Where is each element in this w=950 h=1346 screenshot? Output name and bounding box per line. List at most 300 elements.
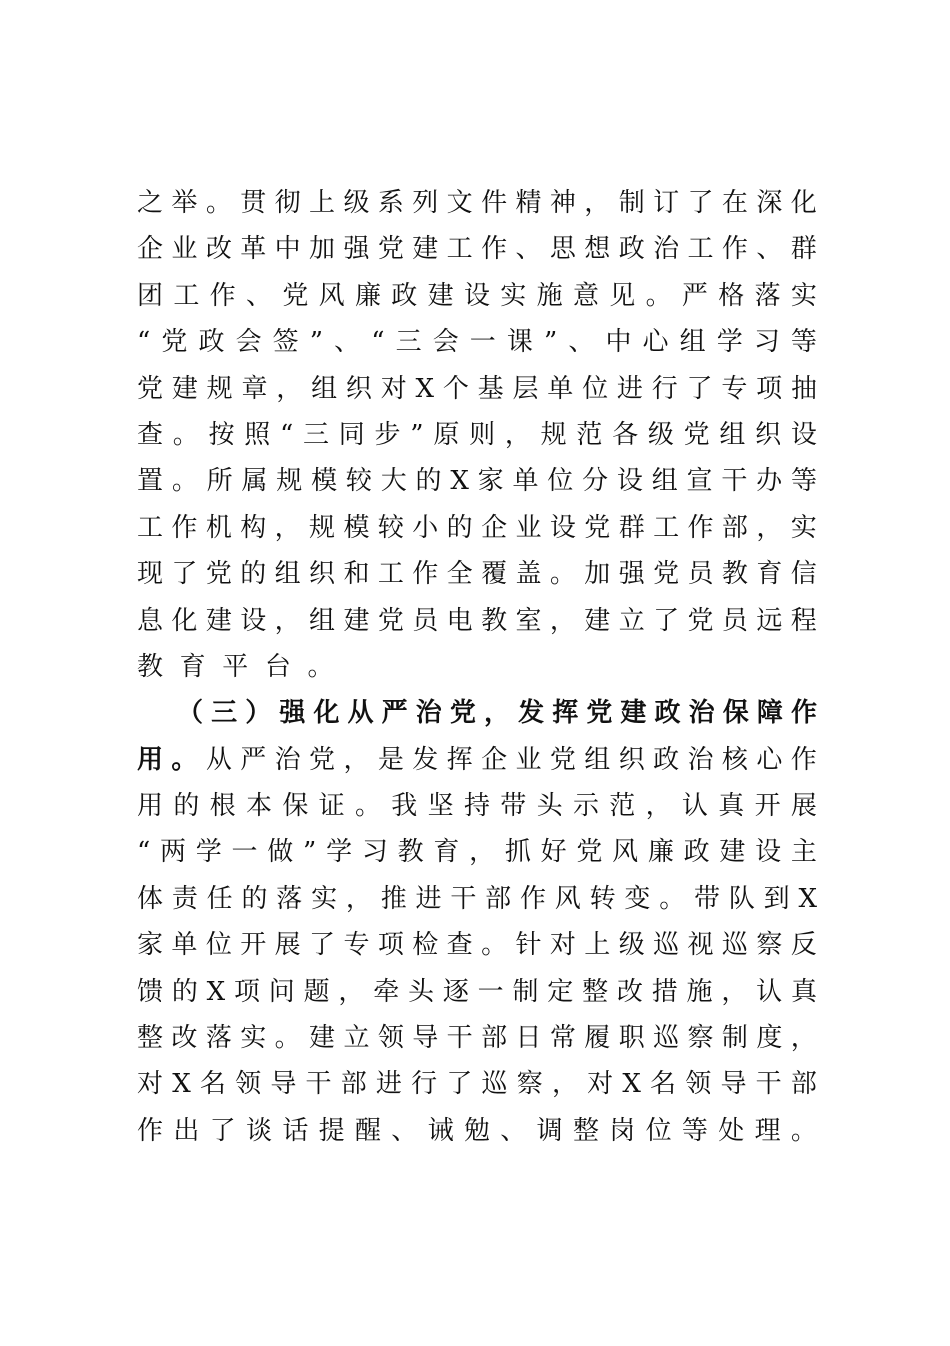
glyph: 设 xyxy=(755,837,782,868)
glyph: ， xyxy=(790,1023,817,1054)
glyph: 订 xyxy=(653,188,680,218)
glyph: 用 xyxy=(137,744,164,775)
glyph: 察 xyxy=(687,1023,714,1054)
glyph: 制 xyxy=(512,976,539,1007)
glyph: 设 xyxy=(616,466,643,497)
glyph: 课 xyxy=(506,327,533,358)
glyph: 。 xyxy=(481,930,508,961)
glyph: 干 xyxy=(721,466,748,497)
glyph: 抽 xyxy=(790,373,817,404)
glyph: 认 xyxy=(756,976,783,1007)
glyph: 设 xyxy=(549,512,576,543)
glyph: 建 xyxy=(205,605,232,636)
glyph: 上 xyxy=(309,188,336,218)
glyph: 建 xyxy=(719,837,746,868)
text-line xyxy=(137,1154,817,1200)
glyph: ， xyxy=(338,976,365,1007)
glyph: 。 xyxy=(274,1023,301,1054)
glyph: 制 xyxy=(721,1023,748,1054)
glyph: 和 xyxy=(343,559,370,590)
glyph: 业 xyxy=(515,512,542,543)
glyph: 设 xyxy=(463,280,490,311)
glyph: 育 xyxy=(433,837,460,868)
glyph: 办 xyxy=(756,466,783,497)
glyph: 展 xyxy=(790,791,817,822)
glyph: 列 xyxy=(412,188,439,218)
glyph: 实 xyxy=(240,1023,267,1054)
glyph: 等 xyxy=(790,327,817,358)
glyph: 织 xyxy=(755,419,782,450)
glyph: 深 xyxy=(756,188,783,218)
glyph: 行 xyxy=(411,1069,438,1100)
glyph: 整 xyxy=(582,976,609,1007)
glyph: 一 xyxy=(231,837,258,868)
glyph: 对 xyxy=(587,1069,614,1100)
glyph: 模 xyxy=(343,512,370,543)
paragraph-2 xyxy=(137,690,817,1200)
glyph: 挥 xyxy=(446,744,473,775)
glyph: 设 xyxy=(790,419,817,450)
glyph: 项 xyxy=(233,976,260,1007)
glyph: 严 xyxy=(681,280,708,311)
glyph: 题 xyxy=(303,976,330,1007)
glyph: 建 xyxy=(427,280,454,311)
glyph: 作 xyxy=(687,512,714,543)
glyph: 模 xyxy=(311,466,338,497)
glyph: 。 xyxy=(172,419,199,450)
glyph: 较 xyxy=(345,466,372,497)
glyph: 组 xyxy=(584,744,611,775)
glyph: 三 xyxy=(303,419,330,450)
glyph: 专 xyxy=(343,930,370,961)
glyph: 真 xyxy=(790,976,817,1007)
glyph: 保 xyxy=(722,698,749,729)
glyph: 巡 xyxy=(481,1069,508,1100)
glyph: 家 xyxy=(477,466,504,497)
text-line xyxy=(137,551,817,597)
glyph: 核 xyxy=(721,744,748,775)
glyph: 息 xyxy=(137,605,164,636)
glyph: 本 xyxy=(245,791,272,822)
glyph: 作 xyxy=(519,883,546,914)
glyph: 廉 xyxy=(647,837,674,868)
glyph: 党 xyxy=(584,512,611,543)
glyph: 等 xyxy=(681,1115,708,1146)
glyph: 强 xyxy=(343,234,370,265)
glyph: 位 xyxy=(205,930,232,961)
glyph: 信 xyxy=(790,559,817,590)
glyph: 党 xyxy=(576,837,603,868)
glyph: 群 xyxy=(790,234,817,265)
glyph: 改 xyxy=(616,976,643,1007)
glyph: 实 xyxy=(500,280,527,311)
glyph: 业 xyxy=(171,234,198,265)
glyph: 头 xyxy=(408,976,435,1007)
glyph: 治 xyxy=(687,744,714,775)
glyph: 部 xyxy=(340,1069,367,1100)
glyph: 上 xyxy=(584,930,611,961)
glyph: 宣 xyxy=(686,466,713,497)
glyph: 机 xyxy=(205,512,232,543)
glyph: 落 xyxy=(276,883,303,914)
glyph: 等 xyxy=(790,466,817,497)
glyph: 业 xyxy=(515,744,542,775)
glyph: 障 xyxy=(756,698,783,729)
glyph: 精 xyxy=(515,188,542,218)
glyph: 好 xyxy=(540,837,567,868)
glyph: 工 xyxy=(653,512,680,543)
glyph: 导 xyxy=(412,1023,439,1054)
glyph: 党 xyxy=(549,744,576,775)
text-line xyxy=(137,969,817,1015)
glyph: 政 xyxy=(198,327,225,358)
glyph: 现 xyxy=(137,559,164,590)
glyph: 作 xyxy=(412,559,439,590)
text-line xyxy=(137,1015,817,1061)
glyph: 作 xyxy=(209,280,236,311)
glyph: 格 xyxy=(718,280,745,311)
glyph: 施 xyxy=(536,280,563,311)
glyph: 实 xyxy=(790,280,817,311)
glyph: 履 xyxy=(584,1023,611,1054)
glyph: ， xyxy=(721,976,748,1007)
glyph: 三 xyxy=(395,327,422,358)
glyph: ， xyxy=(483,698,510,729)
glyph: 想 xyxy=(584,234,611,265)
glyph: 的 xyxy=(171,976,198,1007)
text-line xyxy=(137,505,817,551)
glyph: 抓 xyxy=(504,837,531,868)
glyph: ， xyxy=(274,512,301,543)
glyph: 。 xyxy=(659,883,686,914)
glyph: （ xyxy=(177,698,204,729)
glyph: 章 xyxy=(241,373,268,404)
glyph: 建 xyxy=(620,698,647,729)
glyph: 位 xyxy=(645,1115,672,1146)
glyph: 巡 xyxy=(721,930,748,961)
glyph: 党 xyxy=(205,559,232,590)
glyph: 政 xyxy=(391,280,418,311)
glyph: 严 xyxy=(381,698,408,729)
glyph: 项 xyxy=(377,930,404,961)
glyph: ” xyxy=(543,327,558,358)
glyph: 组 xyxy=(274,559,301,590)
text-line xyxy=(137,876,817,922)
glyph: 建 xyxy=(584,605,611,636)
glyph: 任 xyxy=(206,883,233,914)
glyph: 置 xyxy=(137,466,164,497)
glyph: 、 xyxy=(756,234,783,265)
glyph: 推 xyxy=(380,883,407,914)
glyph: 。 xyxy=(790,1115,817,1146)
glyph: 规 xyxy=(309,512,336,543)
glyph: 进 xyxy=(375,1069,402,1100)
glyph: 风 xyxy=(318,280,345,311)
glyph: 、 xyxy=(515,234,542,265)
section-heading xyxy=(137,690,817,736)
glyph: 。 xyxy=(307,651,334,682)
glyph: 坚 xyxy=(427,791,454,822)
glyph: 织 xyxy=(309,559,336,590)
glyph: X xyxy=(206,976,226,1007)
glyph: 意 xyxy=(572,280,599,311)
glyph: 单 xyxy=(547,373,574,404)
glyph: 会 xyxy=(235,327,262,358)
glyph: 一 xyxy=(477,976,504,1007)
glyph: 对 xyxy=(380,373,407,404)
glyph: 变 xyxy=(624,883,651,914)
glyph: 教 xyxy=(721,559,748,590)
glyph: 醒 xyxy=(354,1115,381,1146)
glyph: 范 xyxy=(609,791,636,822)
glyph: 作 xyxy=(790,698,817,729)
text-line xyxy=(137,319,817,365)
glyph: 进 xyxy=(616,373,643,404)
glyph: 了 xyxy=(653,605,680,636)
glyph: ， xyxy=(584,188,611,218)
glyph: 程 xyxy=(790,605,817,636)
glyph: 风 xyxy=(612,837,639,868)
glyph: 台 xyxy=(264,651,291,682)
glyph: 理 xyxy=(754,1115,781,1146)
glyph: 的 xyxy=(446,512,473,543)
glyph: 教 xyxy=(481,605,508,636)
glyph: 。 xyxy=(645,280,672,311)
glyph: 育 xyxy=(179,651,206,682)
glyph: 牵 xyxy=(373,976,400,1007)
glyph: 规 xyxy=(540,419,567,450)
glyph: 化 xyxy=(171,605,198,636)
glyph: ” xyxy=(410,419,424,450)
glyph: 谈 xyxy=(245,1115,272,1146)
glyph: 习 xyxy=(753,327,780,358)
glyph: 盖 xyxy=(515,559,542,590)
glyph: 察 xyxy=(516,1069,543,1100)
text-line xyxy=(137,829,817,875)
glyph: 风 xyxy=(554,883,581,914)
glyph: 定 xyxy=(547,976,574,1007)
glyph: 党 xyxy=(309,744,336,775)
glyph: 了 xyxy=(686,373,713,404)
glyph: 到 xyxy=(763,883,790,914)
text-line xyxy=(137,783,817,829)
glyph: 领 xyxy=(685,1069,712,1100)
text-line xyxy=(137,1108,817,1154)
glyph: 教 xyxy=(137,651,164,682)
glyph: 设 xyxy=(240,605,267,636)
glyph: 政 xyxy=(683,837,710,868)
glyph: 的 xyxy=(415,466,442,497)
glyph: 原 xyxy=(433,419,460,450)
glyph: 规 xyxy=(276,466,303,497)
glyph: 政 xyxy=(653,744,680,775)
glyph: X xyxy=(798,883,817,914)
glyph: 证 xyxy=(318,791,345,822)
glyph: 行 xyxy=(651,373,678,404)
glyph: 组 xyxy=(651,466,678,497)
glyph: 我 xyxy=(391,791,418,822)
glyph: 项 xyxy=(756,373,783,404)
glyph: 认 xyxy=(681,791,708,822)
glyph: 加 xyxy=(584,559,611,590)
glyph: 员 xyxy=(687,559,714,590)
glyph: 责 xyxy=(171,883,198,914)
glyph: 逐 xyxy=(442,976,469,1007)
glyph: 团 xyxy=(137,280,164,311)
glyph: X xyxy=(450,466,469,497)
glyph: 革 xyxy=(240,234,267,265)
glyph: 、 xyxy=(245,280,272,311)
glyph: 度 xyxy=(756,1023,783,1054)
glyph: 室 xyxy=(515,605,542,636)
glyph: 整 xyxy=(572,1115,599,1146)
glyph: 党 xyxy=(377,605,404,636)
glyph: 的 xyxy=(240,559,267,590)
glyph: “ xyxy=(137,327,151,358)
glyph: 。 xyxy=(171,466,198,497)
text-line xyxy=(137,922,817,968)
glyph: 两 xyxy=(160,837,187,868)
glyph: 覆 xyxy=(481,559,508,590)
glyph: 作 xyxy=(137,1115,164,1146)
glyph: 了 xyxy=(309,930,336,961)
glyph: ， xyxy=(274,605,301,636)
text-line xyxy=(137,273,817,319)
glyph: 作 xyxy=(721,234,748,265)
glyph: 学 xyxy=(195,837,222,868)
glyph: 了 xyxy=(209,1115,236,1146)
glyph: 干 xyxy=(305,1069,332,1100)
glyph: 党 xyxy=(449,698,476,729)
glyph: 立 xyxy=(618,605,645,636)
glyph: 持 xyxy=(463,791,490,822)
glyph: 企 xyxy=(481,744,508,775)
glyph: 大 xyxy=(380,466,407,497)
glyph: 出 xyxy=(173,1115,200,1146)
glyph: 党 xyxy=(653,559,680,590)
glyph: 部 xyxy=(790,1069,817,1100)
glyph: 从 xyxy=(347,698,374,729)
glyph: 导 xyxy=(270,1069,297,1100)
glyph: 会 xyxy=(432,327,459,358)
glyph: 职 xyxy=(618,1023,645,1054)
glyph: “ xyxy=(280,419,294,450)
glyph: 、 xyxy=(391,1115,418,1146)
glyph: X xyxy=(622,1069,641,1100)
glyph: 体 xyxy=(137,883,164,914)
glyph: 级 xyxy=(647,419,674,450)
glyph: 群 xyxy=(618,512,645,543)
glyph: 查 xyxy=(446,930,473,961)
glyph: 部 xyxy=(485,883,512,914)
glyph: 名 xyxy=(650,1069,677,1100)
glyph: 展 xyxy=(274,930,301,961)
glyph: 干 xyxy=(755,1069,782,1100)
glyph: 工 xyxy=(173,280,200,311)
glyph: 小 xyxy=(412,512,439,543)
glyph: 常 xyxy=(549,1023,576,1054)
glyph: 巡 xyxy=(653,930,680,961)
glyph: 馈 xyxy=(137,976,164,1007)
glyph: 各 xyxy=(612,419,639,450)
glyph: 专 xyxy=(721,373,748,404)
glyph: 化 xyxy=(790,188,817,218)
glyph: 工 xyxy=(687,234,714,265)
glyph: 则 xyxy=(469,419,496,450)
glyph: 作 xyxy=(790,744,817,775)
glyph: 强 xyxy=(618,559,645,590)
glyph: 实 xyxy=(790,512,817,543)
glyph: “ xyxy=(371,327,385,358)
glyph: 位 xyxy=(582,373,609,404)
glyph: 对 xyxy=(137,1069,164,1100)
glyph: 改 xyxy=(205,234,232,265)
glyph: 建 xyxy=(412,234,439,265)
glyph: 。 xyxy=(354,791,381,822)
glyph: 家 xyxy=(137,930,164,961)
glyph: 话 xyxy=(282,1115,309,1146)
glyph: 教 xyxy=(397,837,424,868)
text-line xyxy=(137,412,817,458)
glyph: 神 xyxy=(549,188,576,218)
glyph: 措 xyxy=(651,976,678,1007)
text-line xyxy=(137,458,817,504)
glyph: 干 xyxy=(446,1023,473,1054)
glyph: 心 xyxy=(756,744,783,775)
glyph: 示 xyxy=(572,791,599,822)
glyph: 改 xyxy=(171,1023,198,1054)
document-body xyxy=(137,180,817,1201)
glyph: 加 xyxy=(309,234,336,265)
glyph: 位 xyxy=(547,466,574,497)
glyph: 级 xyxy=(618,930,645,961)
glyph: 电 xyxy=(446,605,473,636)
glyph: 员 xyxy=(412,605,439,636)
glyph: ， xyxy=(551,1069,578,1100)
glyph: 用 xyxy=(137,791,164,822)
glyph: 习 xyxy=(361,837,388,868)
glyph: 问 xyxy=(268,976,295,1007)
glyph: 。 xyxy=(205,188,232,218)
glyph: 级 xyxy=(343,188,370,218)
glyph: 巡 xyxy=(653,1023,680,1054)
glyph: 党 xyxy=(586,698,613,729)
glyph: 彻 xyxy=(274,188,301,218)
glyph: 工 xyxy=(137,512,164,543)
glyph: 的 xyxy=(173,791,200,822)
glyph: 分 xyxy=(582,466,609,497)
glyph: 。 xyxy=(549,559,576,590)
glyph: 照 xyxy=(244,419,271,450)
text-line xyxy=(137,644,817,690)
glyph: 政 xyxy=(654,698,681,729)
glyph: 领 xyxy=(235,1069,262,1100)
glyph: X xyxy=(172,1069,191,1100)
glyph: 发 xyxy=(412,744,439,775)
glyph: 是 xyxy=(377,744,404,775)
glyph: 一 xyxy=(469,327,496,358)
glyph: 干 xyxy=(450,883,477,914)
text-line xyxy=(137,1061,817,1107)
glyph: 挥 xyxy=(552,698,579,729)
glyph: 中 xyxy=(274,234,301,265)
glyph: 步 xyxy=(374,419,401,450)
glyph: 、 xyxy=(334,327,361,358)
glyph: 单 xyxy=(512,466,539,497)
glyph: 党 xyxy=(377,234,404,265)
glyph: 整 xyxy=(137,1023,164,1054)
glyph: 队 xyxy=(728,883,755,914)
